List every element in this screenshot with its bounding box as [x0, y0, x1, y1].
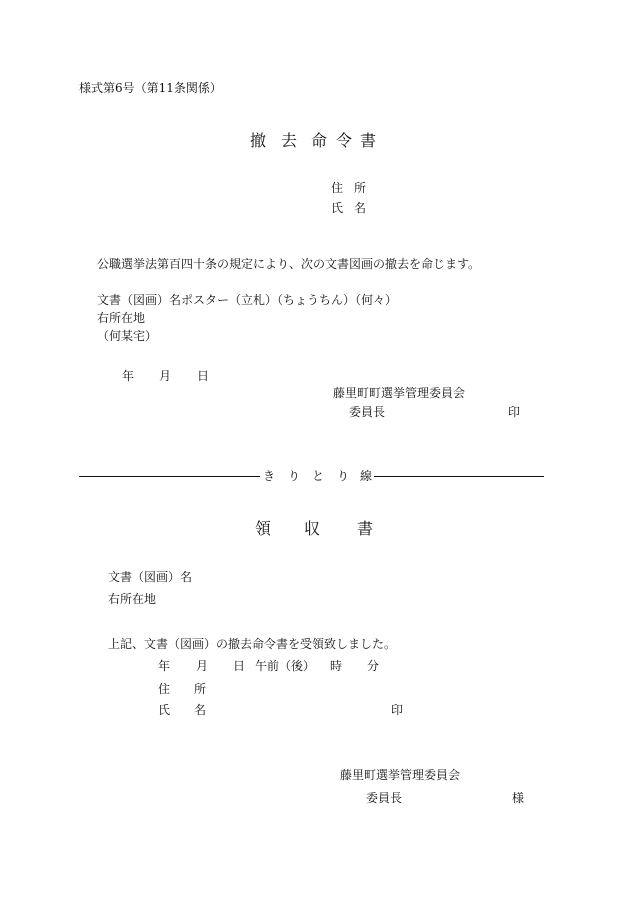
time-minute-char: 分 [367, 659, 380, 673]
receipt-committee: 藤里町選挙管理委員会 [340, 768, 461, 782]
cut-line-char: り [288, 469, 301, 483]
order-location-label: 右所在地 [97, 311, 146, 325]
cut-line-left [79, 476, 260, 477]
date-month-char: 月 [196, 659, 209, 673]
date-day-char: 日 [233, 659, 246, 673]
order-title-char: 令 [336, 131, 355, 150]
receipt-statement: 上記、文書（図画）の撤去命令書を受領致しました。 [108, 637, 397, 651]
order-name-char: 氏 [331, 201, 344, 215]
order-committee: 藤里町町選挙管理委員会 [333, 386, 466, 400]
receipt-title-char: 収 [304, 519, 323, 538]
receipt-seal: 印 [391, 703, 404, 717]
order-statement: 公職選挙法第百四十条の規定により、次の文書図画の撤去を命じます。 [97, 257, 481, 271]
order-address-char: 所 [354, 181, 367, 195]
order-address-char: 住 [331, 181, 344, 195]
ampm-label: 午前（後） [255, 659, 316, 673]
cut-line-char: き [263, 469, 276, 483]
receipt-location-label: 右所在地 [108, 592, 157, 606]
cut-line-right [374, 476, 544, 477]
receipt-honorific: 様 [512, 791, 525, 805]
receipt-chairman: 委員長 [366, 791, 403, 805]
order-title-char: 去 [281, 131, 300, 150]
receipt-address-char: 住 [158, 682, 171, 696]
order-title-char: 命 [311, 131, 330, 150]
time-hour-char: 時 [330, 659, 343, 673]
receipt-title-char: 領 [255, 519, 274, 538]
receipt-title-char: 書 [357, 519, 376, 538]
receipt-document-name: 文書（図画）名 [108, 570, 193, 584]
date-year-char: 年 [158, 659, 171, 673]
date-month-char: 月 [159, 369, 172, 383]
order-chairman: 委員長 [349, 405, 386, 419]
order-location-example: （何某宅） [97, 329, 158, 343]
date-day-char: 日 [197, 369, 210, 383]
order-seal: 印 [508, 405, 521, 419]
cut-line-char: 線 [360, 469, 373, 483]
cut-line-char: と [312, 469, 325, 483]
receipt-address-char: 所 [194, 682, 207, 696]
order-name-char: 名 [354, 201, 367, 215]
receipt-name-char: 名 [194, 703, 207, 717]
date-year-char: 年 [122, 369, 135, 383]
receipt-name-char: 氏 [158, 703, 171, 717]
order-title-char: 撤 [250, 131, 269, 150]
order-document-line: 文書（図画）名ポスター（立札）（ちょうちん）（何々） [97, 293, 398, 307]
order-title-char: 書 [360, 131, 379, 150]
cut-line-char: り [337, 469, 350, 483]
form-label: 様式第6号（第11条関係） [79, 81, 222, 95]
